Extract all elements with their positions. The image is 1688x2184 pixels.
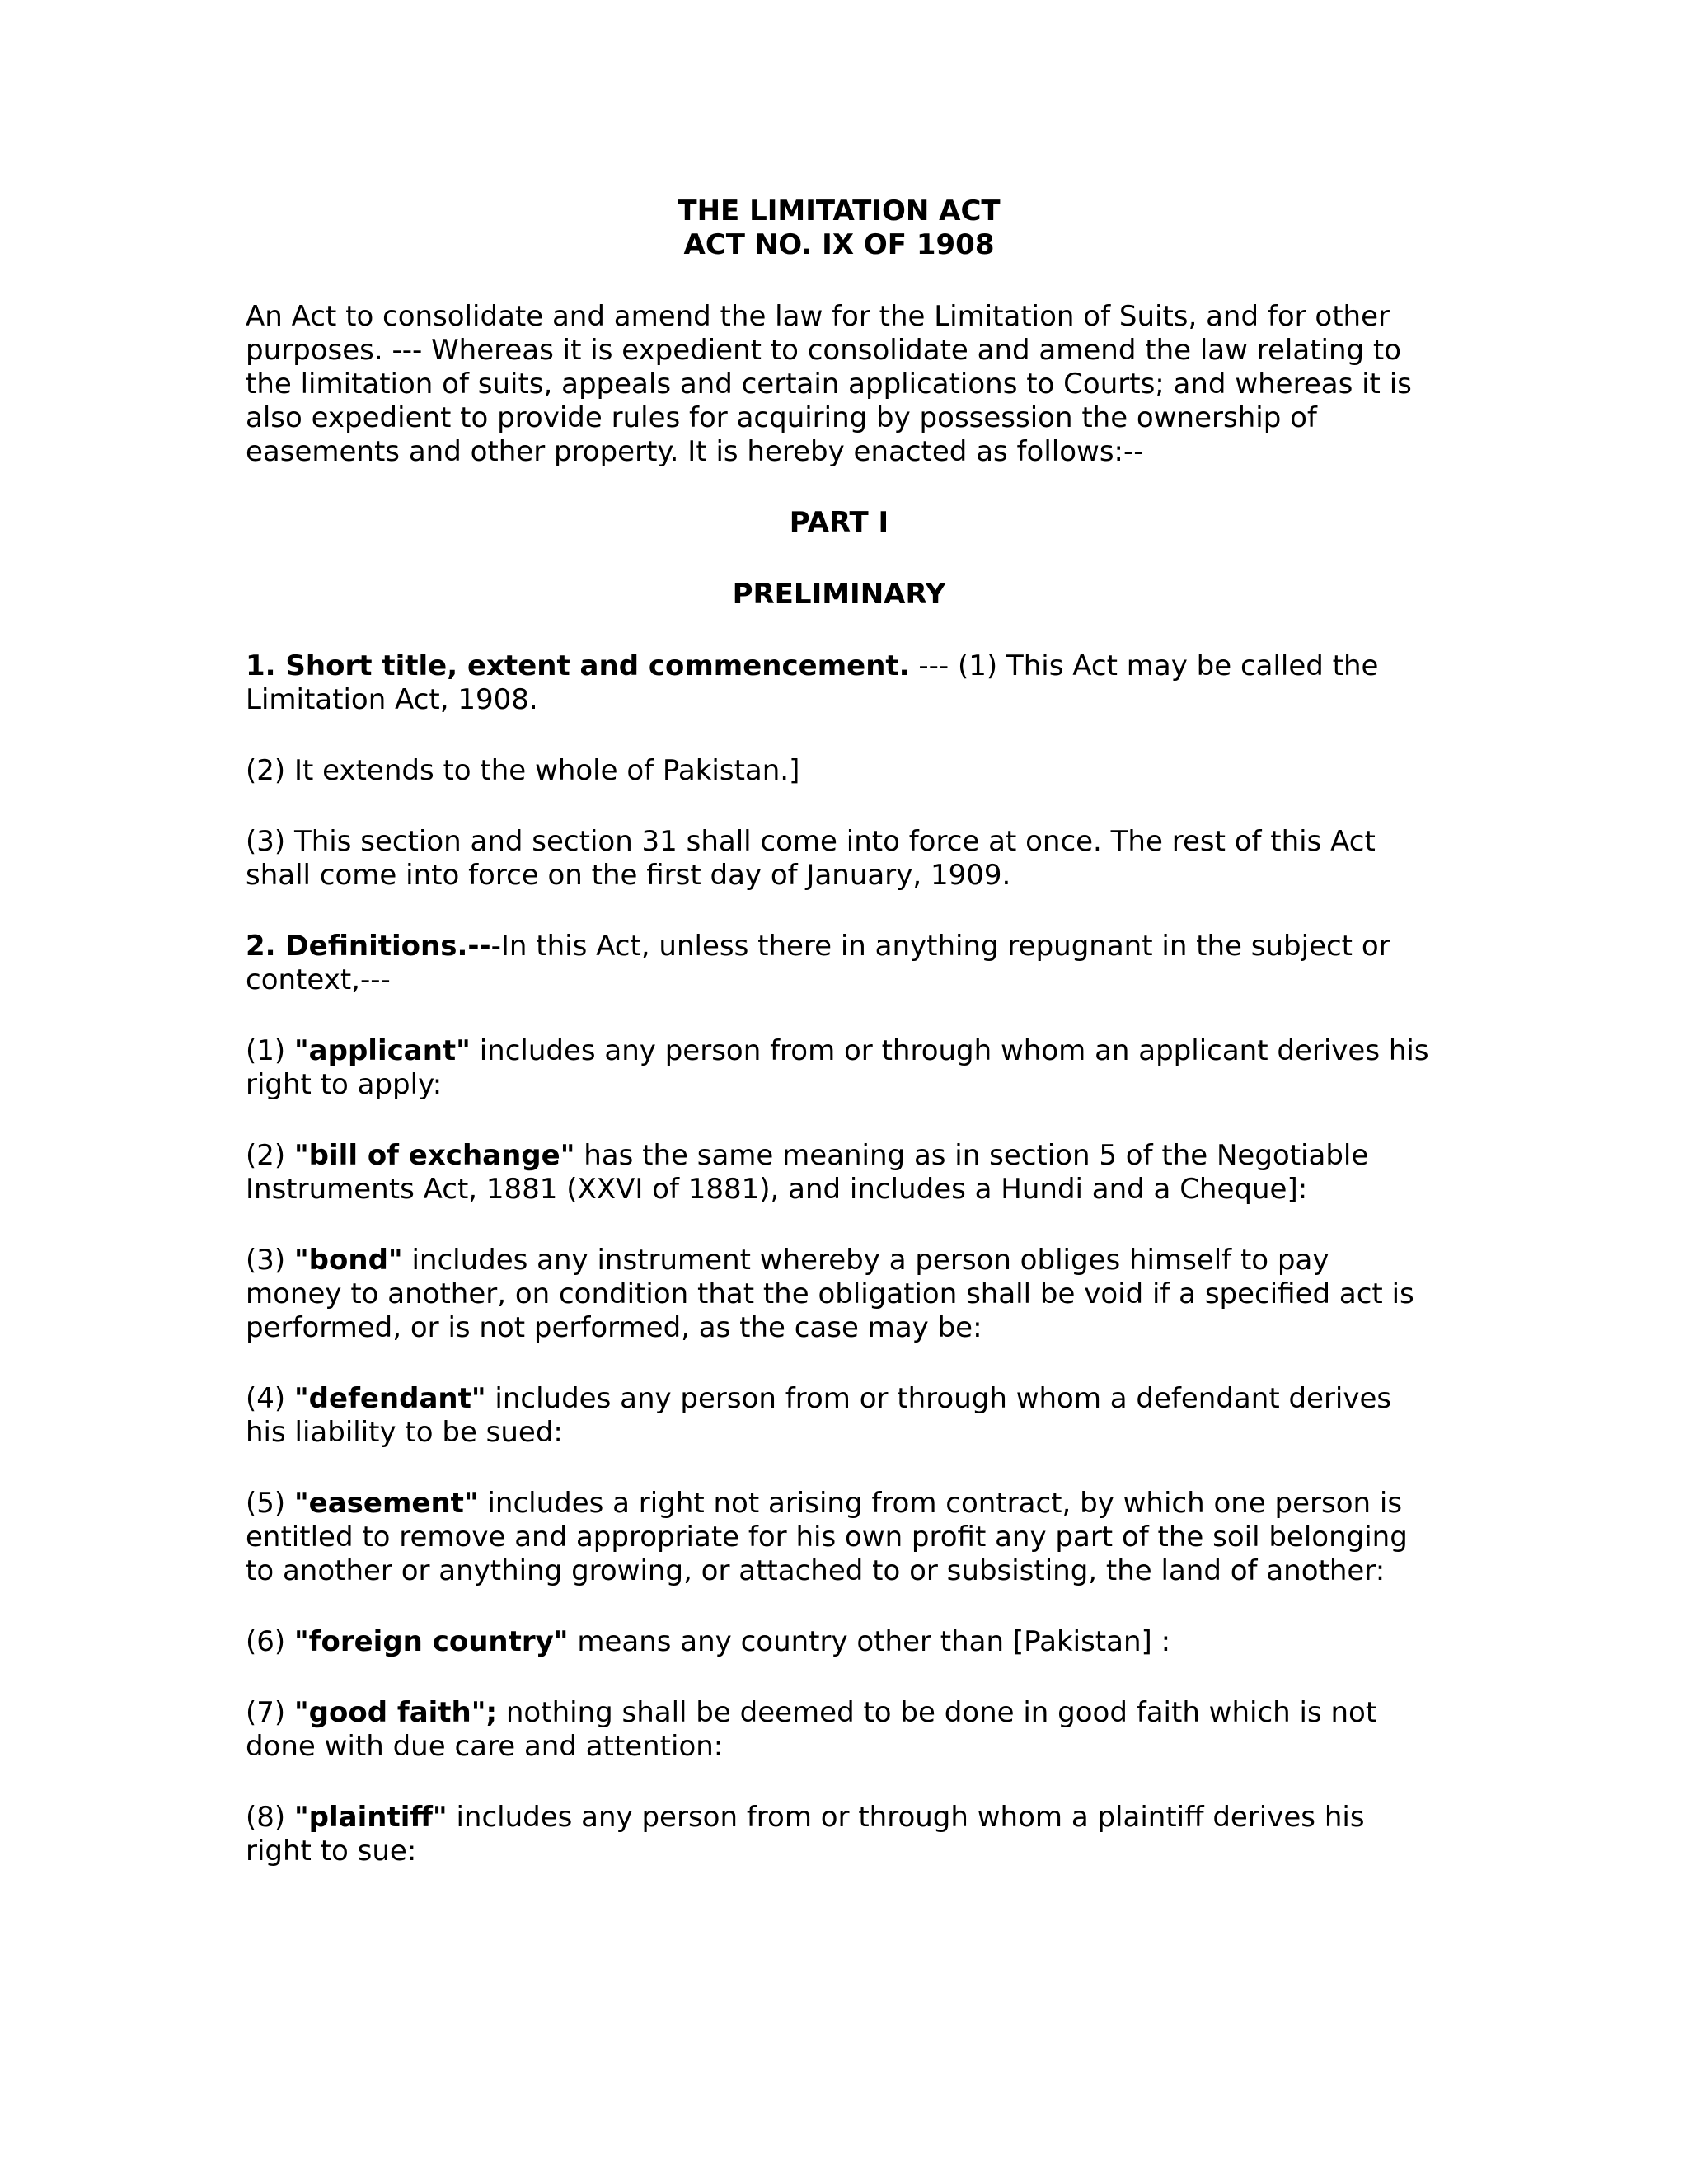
section-1-heading: 1. Short title, extent and commencement.: [246, 649, 910, 682]
definition-text: includes any person from or through whom a defendant derives his liability to be sued:: [246, 1382, 1392, 1449]
definition-text: includes any person from or through whom an applicant derives his right to apply:: [246, 1034, 1429, 1101]
definition-item: [246, 1382, 1432, 1450]
definition-item: [246, 1487, 1432, 1588]
definition-term: "easement": [293, 1487, 479, 1520]
definition-item: [246, 1139, 1432, 1207]
section-1-clause-1: [246, 649, 1432, 717]
section-2-intro: [246, 930, 1432, 997]
section-2-heading: 2. Definitions.--: [246, 930, 491, 963]
definition-text: includes any instrument whereby a person obliges himself to pay money to another, on condition that the obligation shall be void if a specified act is performed, or is not performed, as the case may be:: [246, 1244, 1414, 1344]
definition-text: includes any person from or through whom a plaintiff derives his right to sue:: [246, 1801, 1365, 1868]
definition-item: [246, 1034, 1432, 1102]
part-heading: PART I: [789, 506, 889, 539]
definition-item: [246, 1696, 1432, 1764]
definition-text: means any country other than [Pakistan] :: [568, 1625, 1171, 1658]
definition-term: "bill of exchange": [293, 1139, 575, 1172]
definition-number: (8): [246, 1801, 294, 1834]
definition-text: nothing shall be deemed to be done in good faith which is not done with due care and attention:: [246, 1696, 1377, 1763]
definition-number: (2): [246, 1139, 294, 1172]
definition-number: (1): [246, 1034, 294, 1067]
title-block: [246, 194, 1432, 262]
document-subtitle: ACT NO. IX OF 1908: [683, 228, 995, 261]
definition-term: "good faith";: [293, 1696, 498, 1729]
definition-number: (5): [246, 1487, 294, 1520]
definition-item: [246, 1625, 1432, 1659]
definition-number: (3): [246, 1244, 294, 1277]
definition-number: (4): [246, 1382, 294, 1415]
definition-text: has the same meaning as in section 5 of the Negotiable Instruments Act, 1881 (XXVI of 1881), and includes a Hundi and a Cheque]:: [246, 1139, 1369, 1206]
document-title: THE LIMITATION ACT: [678, 194, 1001, 227]
document-body: [246, 194, 1432, 1905]
section-1-clause-2: (2) It extends to the whole of Pakistan.]: [246, 754, 800, 787]
definition-item: [246, 1801, 1432, 1868]
chapter-heading: PRELIMINARY: [732, 578, 946, 611]
definition-text: includes a right not arising from contract, by which one person is entitled to remove and appropriate for his own profit any part of the soil belonging to another or anything growing, or attached to or subsisting, the land of another:: [246, 1487, 1408, 1587]
definition-term: "defendant": [293, 1382, 486, 1415]
definition-item: [246, 1244, 1432, 1345]
definition-term: "foreign country": [293, 1625, 569, 1658]
section-1-clause-1-text: --- (1) This Act may be called the Limitation Act, 1908.: [246, 649, 1379, 716]
preamble: An Act to consolidate and amend the law for the Limitation of Suits, and for other purposes. --- Whereas it is expedient to consolidate and amend the law relating to the limitation of suits, appeals and certain applications to Courts; and whereas it is also expedient to provide rules for acquiring by possession the ownership of easements and other property. It is hereby enacted as follows:--: [246, 300, 1412, 468]
definition-term: "applicant": [293, 1034, 471, 1067]
definition-term: "bond": [293, 1244, 403, 1277]
definition-term: "plaintiff": [293, 1801, 448, 1834]
section-2-intro-text: -In this Act, unless there in anything repugnant in the subject or context,---: [246, 930, 1390, 996]
definition-number: (7): [246, 1696, 294, 1729]
definition-number: (6): [246, 1625, 294, 1658]
section-1-clause-3: (3) This section and section 31 shall come into force at once. The rest of this Act shall come into force on the first day of January, 1909.: [246, 825, 1376, 892]
